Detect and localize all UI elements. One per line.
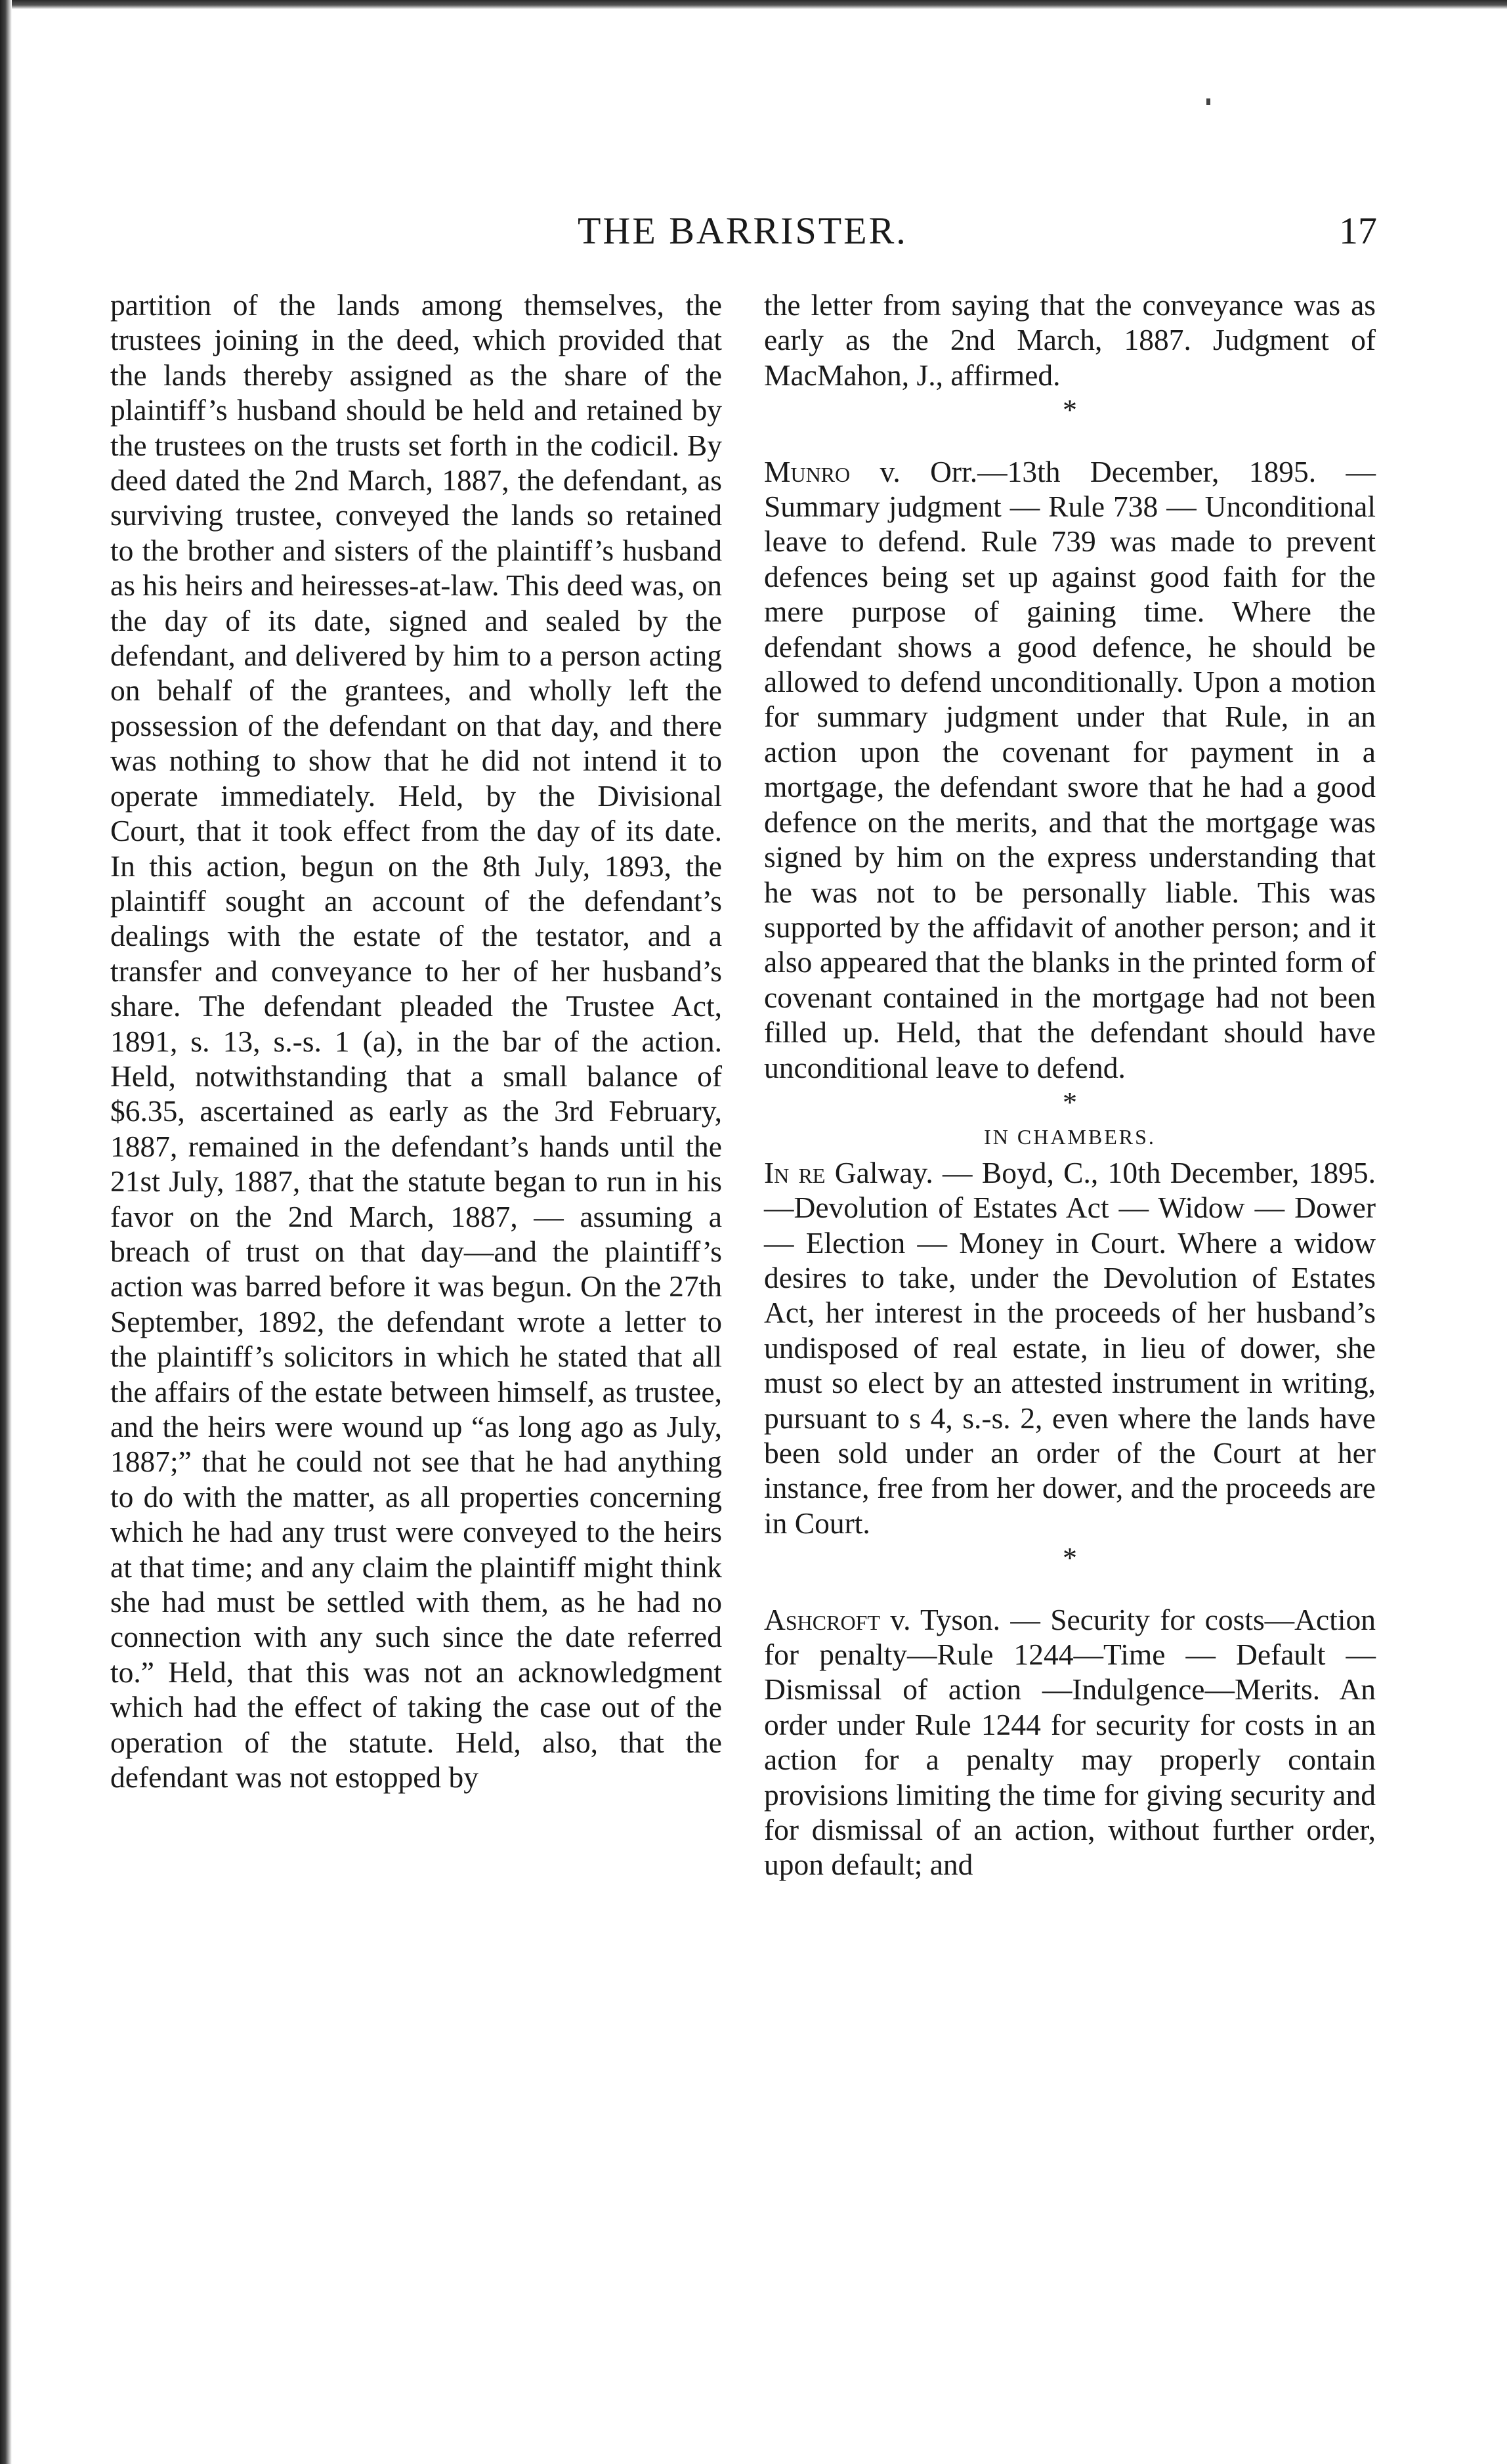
left-column	[110, 287, 722, 1795]
section-separator-star: *	[1063, 1542, 1077, 1575]
scan-speck	[1206, 98, 1210, 105]
case-name: Munro	[764, 454, 851, 488]
case-paragraph-ashcroft	[764, 1602, 1376, 1882]
case-name: Ashcroft	[764, 1602, 880, 1636]
section-separator-star: *	[1063, 1086, 1077, 1118]
section-heading: IN CHAMBERS.	[984, 1125, 1156, 1149]
case-text: Galway. — Boyd, C., 10th December, 1895.—Devolution of Estates Act — Widow — Dower — Election — Money in Court. Where a widow desires to take, under the Devolution of Estates Act, her interest in the proceeds of her husband’s undisposed of real estate, in lieu of dower, she must so elect by an attested instrument in writing, pursuant to s 4, s.-s. 2, even where the lands have been sold under an order of the Court at her instance, free from her dower, and the proceeds are in Court.	[764, 1155, 1376, 1540]
case-text: v. Tyson. — Security for costs—Action for penalty—Rule 1244—Time — Default — Dismissal of action —Indulgence—Merits. An order under Rule 1244 for security for costs in an action for a penalty may properly contain provisions limiting the time for giving security and for dismissal of an action, without further order, upon default; and	[764, 1602, 1376, 1882]
section-separator-star: *	[1063, 394, 1077, 427]
left-column-text: partition of the lands among themselves, the trustees joining in the deed, which provided that the lands thereby assigned as the share of the plaintiff’s husband should be held and retained by the trustees on the trusts set forth in the codicil. By deed dated the 2nd March, 1887, the defendant, as surviving trustee, conveyed the lands so retained to the brother and sisters of the plaintiff’s husband as his heirs and heiresses-at-law. This deed was, on the day of its date, signed and sealed by the defendant, and delivered by him to a person acting on behalf of the grantees, and wholly left the possession of the defendant on that day, and there was nothing to show that he did not intend it to operate immediately. Held, by the Divisional Court, that it took effect from the day of its date. In this action, begun on the 8th July, 1893, the plaintiff sought an account of the defendant’s dealings with the estate of the testator, and a transfer and conveyance to her of her husband’s share. The defendant pleaded the Trustee Act, 1891, s. 13, s.-s. 1 (a), in the bar of the action. Held, notwithstanding that a small balance of $6.35, ascertained as early as the 3rd February, 1887, remained in the defendant’s hands until the 21st July, 1887, that the statute began to run in his favor on the 2nd March, 1887, — assuming a breach of trust on that day—and the plaintiff’s action was barred before it was begun. On the 27th September, 1892, the defendant wrote a letter to the plaintiff’s solicitors in which he stated that all the affairs of the estate between himself, as trustee, and the heirs were wound up “as long ago as July, 1887;” that he could not see that he had anything to do with the matter, as all properties concerning which he had any trust were conveyed to the heirs at that time; and any claim the plaintiff might think she had must be settled with them, as he had no connection with any such since the date referred to.” Held, that this was not an acknowledgment which had the effect of taking the case out of the operation of the statute. Held, also, that the defendant was not estopped by	[110, 288, 722, 1795]
page-number: 17	[1339, 209, 1377, 252]
running-head	[0, 209, 1507, 261]
case-paragraph-continuation: the letter from saying that the conveyance was as early as the 2nd March, 1887. Judgment of MacMahon, J., affirmed.	[764, 288, 1376, 392]
case-name: In re	[764, 1155, 826, 1189]
scan-top-edge	[0, 0, 1507, 9]
scan-left-edge	[0, 0, 12, 2464]
right-column	[764, 287, 1376, 1882]
case-paragraph-galway	[764, 1155, 1376, 1540]
page-title: THE BARRISTER.	[578, 209, 908, 252]
case-text: v. Orr.—13th December, 1895. — Summary judgment — Rule 738 — Unconditional leave to defend. Rule 739 was made to prevent defences being set up against good faith for the mere purpose of gaining time. Where the defendant shows a good defence, he should be allowed to defend unconditionally. Upon a motion for summary judgment under that Rule, in an action upon the covenant for payment in a mortgage, the defendant swore that he had a good defence on the merits, and that the mortgage was signed by him on the express understanding that he was not to be personally liable. This was supported by the affidavit of another person; and it also appeared that the blanks in the printed form of covenant contained in the mortgage had not been filled up. Held, that the defendant should have unconditional leave to defend.	[764, 454, 1376, 1084]
case-paragraph-munro	[764, 454, 1376, 1085]
